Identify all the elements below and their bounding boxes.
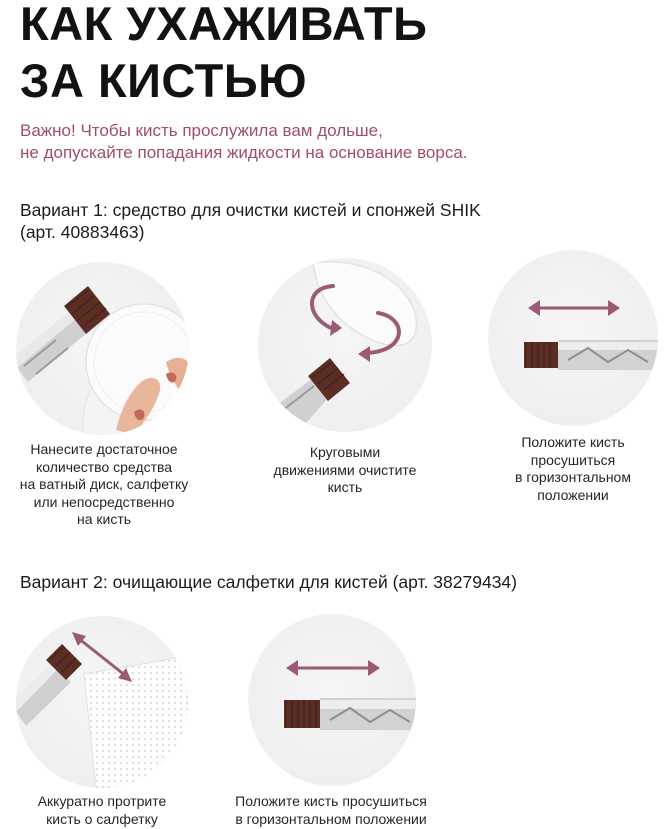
- variant-2-heading: Вариант 2: очищающие салфетки для кистей (арт. 38279434): [20, 572, 517, 592]
- page-title-line-2: ЗА КИСТЬЮ: [20, 54, 308, 107]
- wipe-tissue-icon: [16, 616, 188, 788]
- caption-line: кисть о салфетку: [46, 810, 158, 827]
- caption-line: количество средства: [35, 458, 173, 475]
- step-image-wipe-tissue: [16, 616, 188, 788]
- step-caption-wipe-tissue: [6, 793, 198, 828]
- page-title-line-1: КАК УХАЖИВАТЬ: [20, 0, 428, 50]
- circular-motion-icon: [258, 258, 432, 432]
- caption-line: кисть: [327, 479, 363, 495]
- variant-1-heading: Вариант 1: средство для очистки кистей и спонжей SHIK: [20, 200, 481, 220]
- caption-line: в горизонтальном: [515, 469, 631, 485]
- step-image-apply-cleanser: [16, 262, 189, 435]
- caption-line: Положите кисть просушиться: [235, 793, 427, 809]
- horizontal-brush-icon: [488, 250, 658, 426]
- step-caption-apply-cleanser: [6, 441, 202, 529]
- caption-line: Круговыми: [309, 444, 381, 460]
- step-image-circular-clean: [258, 258, 432, 432]
- caption-line: на кисть: [76, 511, 132, 527]
- caption-line: или непосредственно: [33, 493, 175, 510]
- step-caption-dry-horizontal: [478, 434, 664, 504]
- step-caption-dry-horizontal-2: [200, 793, 462, 828]
- caption-line: на ватный диск, салфетку: [19, 476, 189, 492]
- caption-line: Нанесите достаточное: [30, 441, 178, 457]
- step-caption-circular-clean: [245, 444, 445, 497]
- step-image-dry-horizontal-2: [248, 614, 416, 786]
- important-note-line-2: не допускайте попадания жидкости на основание ворса.: [20, 143, 468, 162]
- caption-line: движениями очистите: [273, 461, 417, 478]
- important-note-line-1: Важно! Чтобы кисть прослужила вам дольше,: [20, 121, 383, 140]
- caption-line: Аккуратно протрите: [37, 793, 167, 809]
- caption-line: Положите кисть: [521, 434, 625, 450]
- caption-line: положении: [537, 486, 609, 503]
- horizontal-brush-icon: [248, 614, 416, 786]
- cotton-pad-brush-icon: [16, 262, 189, 435]
- variant-1-article: (арт. 40883463): [20, 222, 145, 242]
- step-image-dry-horizontal: [488, 250, 658, 426]
- caption-line: просушиться: [530, 451, 616, 468]
- caption-line: в горизонтальном положении: [235, 810, 427, 827]
